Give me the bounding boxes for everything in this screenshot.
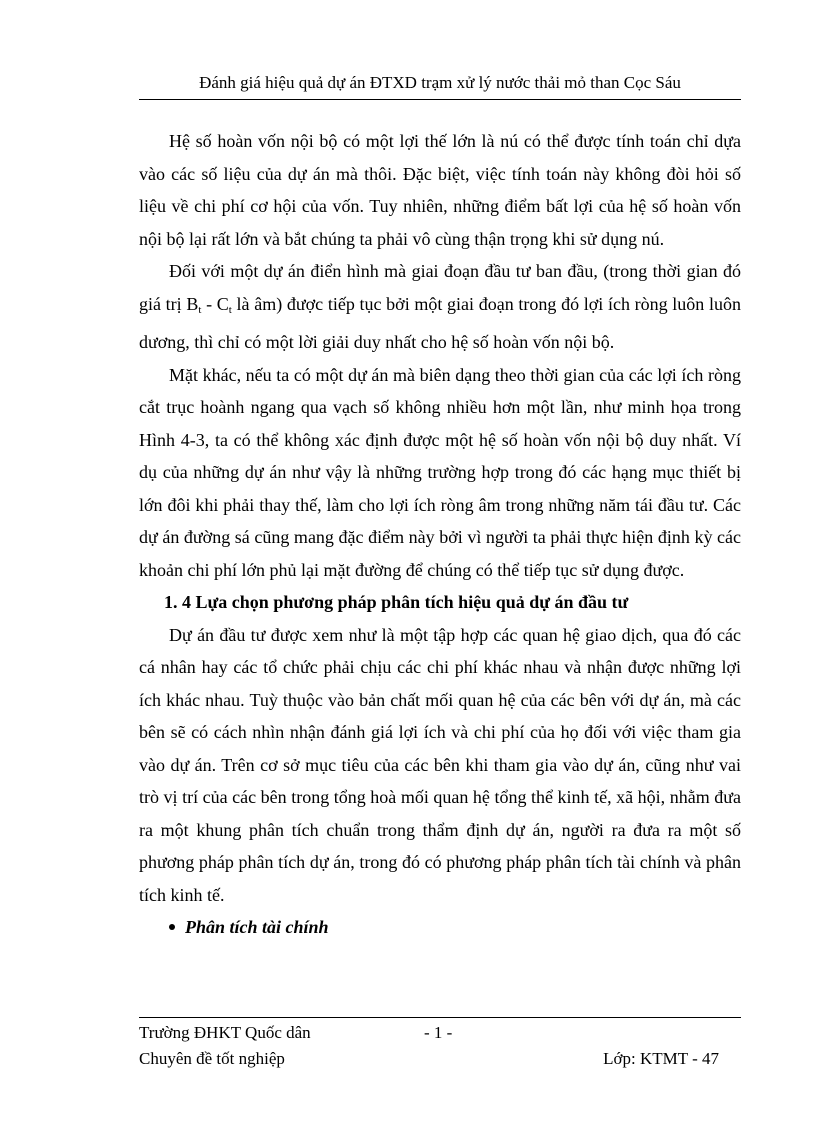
document-body	[139, 125, 741, 944]
page-number: - 1 -	[424, 1023, 453, 1042]
paragraph-text: - C	[201, 293, 229, 314]
paragraph-multiple-roots: Mặt khác, nếu ta có một dự án mà biên dạng theo thời gian của các lợi ích ròng cắt trục hoành ngang qua vạch số không nhiều hơn một lần, như minh họa trong Hình 4-3, ta có thể không xác định được một hệ số hoàn vốn nội bộ duy nhất. Ví dụ của những dự án như vậy là những trường hợp trong đó các hạng mục thiết bị lớn đôi khi phải thay thế, làm cho lợi ích ròng âm trong những năm tái đầu tư. Các dự án đường sá cũng mang đặc điểm này bởi vì người ta phải thực hiện định kỳ các khoản chi phí lớn phủ lại mặt đường để chúng có thể tiếp tục sử dụng được.	[139, 364, 741, 580]
paragraph-text: Đối với một dự án điển hình mà giai đoạn đầu tư ban đầu, (trong thời gian đó giá trị B	[139, 261, 741, 314]
paragraph-text: là âm) được tiếp tục bởi một giai đoạn trong đó lợi ích ròng luôn luôn dương, thì chỉ có một lời giải duy nhất cho hệ số hoàn vốn nội bộ.	[139, 293, 741, 352]
footer-school: Trường ĐHKT Quốc dân	[139, 1023, 311, 1042]
bullet-label: Phân tích tài chính	[185, 917, 329, 937]
bullet-icon	[169, 924, 175, 930]
footer-subject: Chuyên đề tốt nghiệp	[139, 1049, 285, 1068]
footer-divider	[139, 1017, 741, 1018]
page-footer	[139, 1020, 741, 1072]
bullet-item	[139, 911, 741, 944]
page-header: Đánh giá hiệu quả dự án ĐTXD trạm xử lý nước thải mỏ than Cọc Sáu	[139, 73, 741, 100]
section-heading: 1. 4 Lựa chọn phương pháp phân tích hiệu quả dự án đầu tư	[164, 592, 629, 612]
paragraph-investment-project: Dự án đầu tư được xem như là một tập hợp các quan hệ giao dịch, qua đó các cá nhân hay các tổ chức phải chịu các chi phí khác nhau và nhận được những lợi ích khác nhau. Tuỳ thuộc vào bản chất mối quan hệ của các bên với dự án, mà các bên sẽ có cách nhìn nhận đánh giá lợi ích và chi phí của họ đối với việc tham gia vào dự án. Trên cơ sở mục tiêu của các bên khi tham gia vào dự án, cũng như vai trò vị trí của các bên trong tổng hoà mối quan hệ tổng thể kinh tế, xã hội, nhằm đưa ra một khung phân tích chuẩn trong thẩm định dự án, người ra đưa ra một số phương pháp phân tích dự án, trong đó có phương pháp phân tích tài chính và phân tích kinh tế.	[139, 624, 741, 905]
paragraph-irr-advantage: Hệ số hoàn vốn nội bộ có một lợi thế lớn là nú có thể được tính toán chỉ dựa vào các số liệu của dự án mà thôi. Đặc biệt, việc tính toán này không đòi hỏi số liệu về chi phí cơ hội của vốn. Tuy nhiên, những điểm bất lợi của hệ số hoàn vốn nội bộ lại rất lớn và bắt chúng ta phải vô cùng thận trọng khi sử dụng nú.	[139, 131, 741, 249]
paragraph-typical-project	[139, 255, 741, 359]
subscript-t: t	[198, 303, 202, 316]
footer-class: Lớp: KTMT - 47	[603, 1049, 719, 1068]
subscript-t: t	[228, 303, 232, 316]
